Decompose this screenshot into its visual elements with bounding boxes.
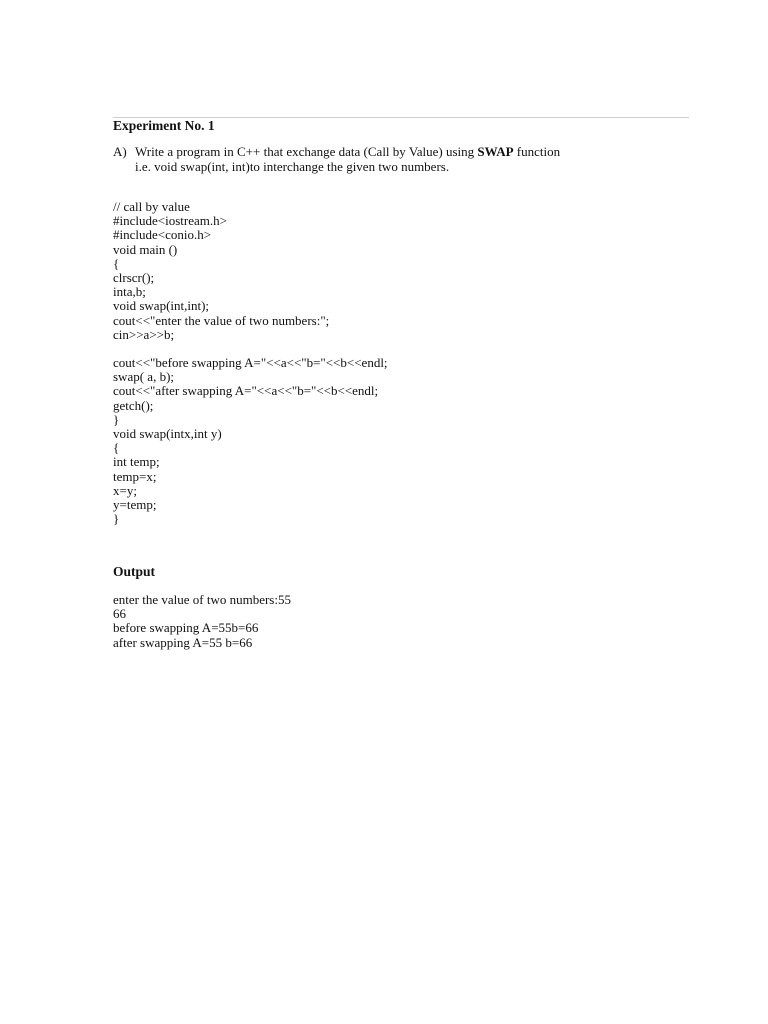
code-line: { bbox=[113, 255, 120, 271]
code-line: } bbox=[113, 411, 120, 427]
output-listing bbox=[113, 593, 291, 650]
code-line: void swap(int,int); bbox=[113, 298, 210, 314]
code-line: // call by value bbox=[113, 199, 190, 214]
code-line: inta,b; bbox=[113, 284, 146, 300]
task-text-after: function bbox=[513, 144, 561, 159]
output-heading: Output bbox=[113, 564, 156, 579]
code-line: y=temp; bbox=[113, 496, 157, 512]
output-line: enter the value of two numbers:55 bbox=[113, 592, 291, 607]
output-line: after swapping A=55 b=66 bbox=[113, 634, 253, 650]
code-line: #include<iostream.h> bbox=[113, 213, 227, 229]
task-text-before: Write a program in C++ that exchange data (Call by Value) using bbox=[135, 144, 478, 159]
code-line: void swap(intx,int y) bbox=[113, 426, 222, 441]
output-line: 66 bbox=[113, 606, 126, 622]
code-line: x=y; bbox=[113, 482, 137, 498]
code-line: int temp; bbox=[113, 454, 160, 470]
code-line: #include<conio.h> bbox=[113, 227, 212, 243]
code-line bbox=[113, 342, 388, 356]
task-marker: A) bbox=[113, 144, 127, 159]
code-listing bbox=[113, 200, 388, 526]
code-line: swap( a, b); bbox=[113, 369, 175, 385]
code-line: } bbox=[113, 511, 120, 527]
task-description bbox=[113, 144, 560, 174]
code-line: void main () bbox=[113, 241, 178, 257]
code-line: temp=x; bbox=[113, 468, 157, 484]
code-line: cout<<"after swapping A="<<a<<"b="<<b<<endl; bbox=[113, 383, 379, 399]
code-line: getch(); bbox=[113, 397, 154, 413]
code-line: cin>>a>>b; bbox=[113, 326, 175, 342]
task-line-1 bbox=[113, 144, 560, 159]
code-line: clrscr(); bbox=[113, 269, 155, 285]
code-line: cout<<"enter the value of two numbers:"; bbox=[113, 312, 330, 328]
task-line-2: i.e. void swap(int, int)to interchange the given two numbers. bbox=[135, 159, 450, 174]
code-line: cout<<"before swapping A="<<a<<"b="<<b<<endl; bbox=[113, 355, 388, 371]
experiment-title: Experiment No. 1 bbox=[113, 118, 215, 133]
output-line: before swapping A=55b=66 bbox=[113, 620, 259, 636]
code-line: { bbox=[113, 440, 120, 456]
task-text-bold: SWAP bbox=[477, 144, 514, 159]
